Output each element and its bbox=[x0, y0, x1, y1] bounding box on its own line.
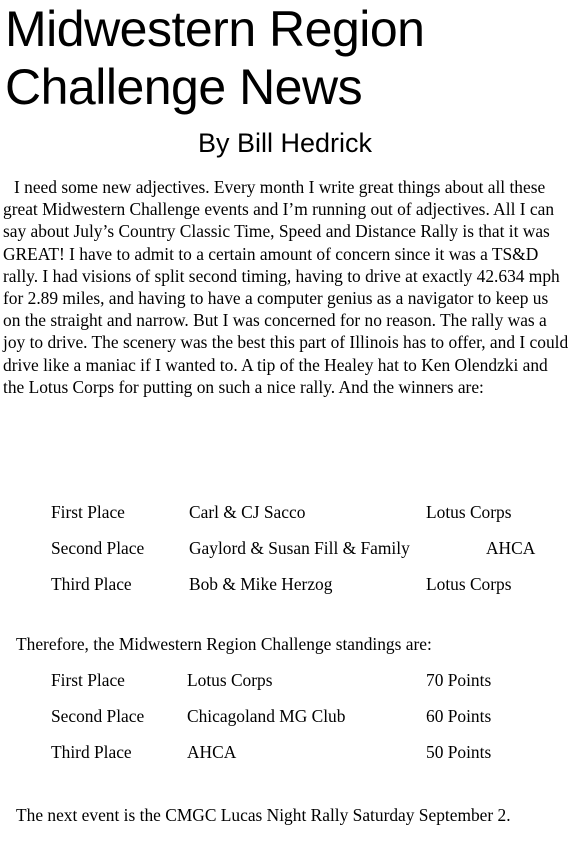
standing-place: Third Place bbox=[51, 742, 132, 762]
winner-place: Third Place bbox=[51, 574, 132, 594]
winner-club: Lotus Corps bbox=[426, 574, 512, 594]
winner-place: First Place bbox=[51, 502, 125, 522]
standing-club: AHCA bbox=[187, 742, 237, 762]
winner-row bbox=[0, 538, 570, 562]
winner-row bbox=[0, 574, 570, 598]
byline: By Bill Hedrick bbox=[197, 128, 373, 158]
winner-name: Bob & Mike Herzog bbox=[189, 574, 333, 594]
article-title bbox=[5, 0, 424, 116]
standing-club: Lotus Corps bbox=[187, 670, 273, 690]
standing-place: Second Place bbox=[51, 706, 145, 726]
winner-club: AHCA bbox=[486, 538, 536, 558]
standing-club: Chicagoland MG Club bbox=[187, 706, 346, 726]
winner-club: Lotus Corps bbox=[426, 502, 512, 522]
winner-row bbox=[0, 502, 570, 526]
standing-row bbox=[0, 670, 570, 694]
standing-place: First Place bbox=[51, 670, 125, 690]
standing-points: 70 Points bbox=[426, 670, 492, 690]
standing-row bbox=[0, 742, 570, 766]
standing-points: 50 Points bbox=[426, 742, 492, 762]
standing-points: 60 Points bbox=[426, 706, 492, 726]
standing-row bbox=[0, 706, 570, 730]
title-line-2: Challenge News bbox=[5, 59, 363, 115]
title-line-1: Midwestern Region bbox=[5, 1, 425, 57]
body-paragraph: I need some new adjectives. Every month I write great things about all these great Midwestern Challenge events and I’m running out of adjectives. All I can say about July’s Country Classic Time, Speed and Distance Rally is that it was GREAT! I have to admit to a certain amount of concern since it was a TS&D rally. I had visions of split second timing, having to drive at exactly 42.634 mph for 2.89 miles, and having to have a computer genius as a navigator to keep us on the straight and narrow. But I was concerned for no reason. The rally was a joy to drive. The scenery was the best this part of Illinois has to offer, and I could drive like a maniac if I wanted to. A tip of the Healey hat to Ken Olendzki and the Lotus Corps for putting on such a nice rally. And the winners are: bbox=[3, 177, 569, 397]
winner-name: Carl & CJ Sacco bbox=[189, 502, 306, 522]
closing-paragraph: The next event is the CMGC Lucas Night Rally Saturday September 2. bbox=[16, 805, 511, 825]
winner-place: Second Place bbox=[51, 538, 145, 558]
winner-name: Gaylord & Susan Fill & Family bbox=[189, 538, 410, 558]
standings-intro: Therefore, the Midwestern Region Challenge standings are: bbox=[16, 634, 432, 654]
